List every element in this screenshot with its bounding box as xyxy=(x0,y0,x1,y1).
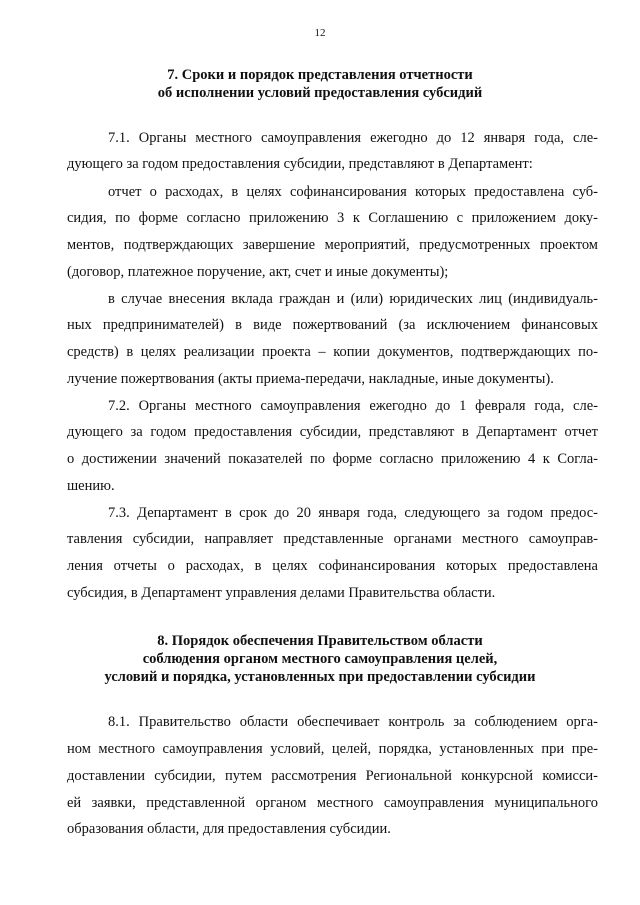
section-7-heading-line: 7. Сроки и порядок представления отчетности xyxy=(167,67,473,83)
paragraph-line: доставлении субсидии, путем рассмотрения Региональной конкурсной комисси- xyxy=(67,768,598,784)
paragraph-line: субсидия, в Департамент управления делами Правительства области. xyxy=(67,585,496,601)
paragraph-line: ей заявки, представленной органом местного самоуправления муниципального xyxy=(67,795,598,811)
paragraph-line: ном местного самоуправления условий, целей, порядка, установленных при пре- xyxy=(67,741,598,757)
paragraph-line: (договор, платежное поручение, акт, счет и иные документы); xyxy=(67,264,449,280)
section-8-heading-line: условий и порядка, установленных при предоставлении субсидии xyxy=(104,669,536,685)
page-number: 12 xyxy=(314,27,326,39)
section-8-heading-line: 8. Порядок обеспечения Правительством области xyxy=(157,633,483,649)
section-8-heading-line: соблюдения органом местного самоуправления целей, xyxy=(142,651,498,667)
paragraph-line: отчет о расходах, в целях софинансирования которых предоставлена суб- xyxy=(108,184,598,200)
paragraph-line: сидия, по форме согласно приложению 3 к Соглашению с приложением доку- xyxy=(67,210,598,226)
paragraph-line: ления отчеты о расходах, в целях софинансирования которых предоставлена xyxy=(67,558,598,574)
paragraph-line: дующего за годом предоставления субсидии, представляют в Департамент: xyxy=(67,156,533,172)
paragraph-line: в случае внесения вклада граждан и (или) юридических лиц (индивидуаль- xyxy=(108,291,598,307)
section-7-heading-line: об исполнении условий предоставления субсидий xyxy=(157,85,483,101)
paragraph-line: 7.2. Органы местного самоуправления ежегодно до 1 февраля года, сле- xyxy=(108,398,598,414)
paragraph-line: ных предпринимателей) в виде пожертвований (за исключением финансовых xyxy=(67,317,598,333)
section-7-heading xyxy=(60,66,580,102)
paragraph-line: тавления субсидии, направляет представленные органами местного самоуправ- xyxy=(67,531,598,547)
paragraph-line: 7.1. Органы местного самоуправления ежегодно до 12 января года, сле- xyxy=(108,130,598,146)
paragraph-line: средств) в целях реализации проекта – копии документов, подтверждающих по- xyxy=(67,344,598,360)
paragraph-line: шению. xyxy=(67,478,115,494)
section-8-heading xyxy=(60,632,580,686)
paragraph-line: лучение пожертвования (акты приема-передачи, накладные, иные документы). xyxy=(67,371,554,387)
paragraph-line: о достижении значений показателей по форме согласно приложению 4 к Согла- xyxy=(67,451,598,467)
paragraph-line: 8.1. Правительство области обеспечивает контроль за соблюдением орга- xyxy=(108,714,598,730)
paragraph-line: образования области, для предоставления субсидии. xyxy=(67,821,391,837)
paragraph-line: ментов, подтверждающих завершение мероприятий, предусмотренных проектом xyxy=(67,237,598,253)
paragraph-line: 7.3. Департамент в срок до 20 января года, следующего за годом предос- xyxy=(108,505,598,521)
paragraph-line: дующего за годом предоставления субсидии, представляют в Департамент отчет xyxy=(67,424,598,440)
